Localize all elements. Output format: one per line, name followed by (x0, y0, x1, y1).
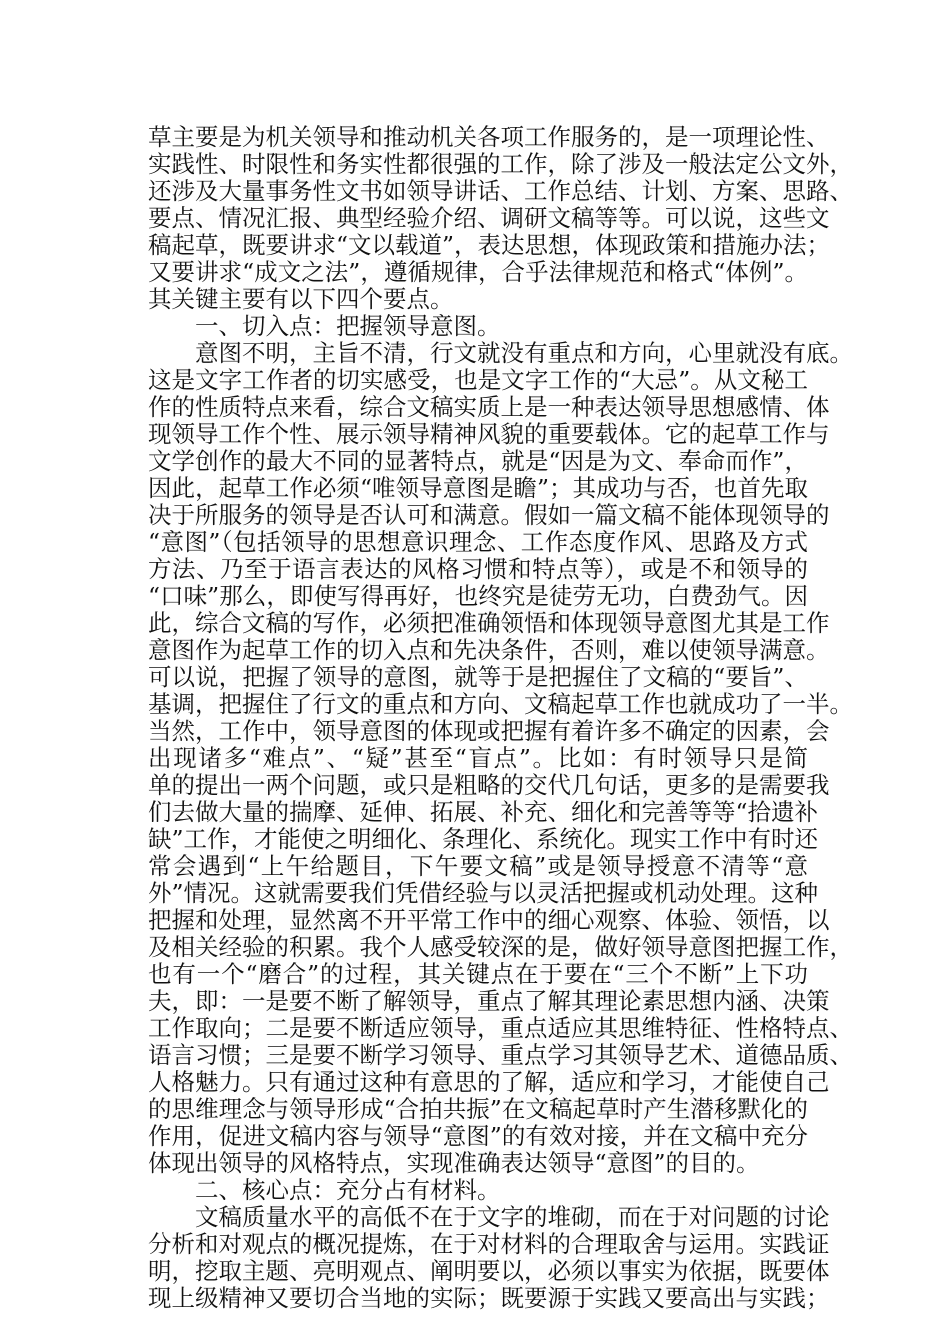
section-heading: 一、切入点：把握领导意图。 (195, 312, 501, 340)
text-line: 作的性质特点来看，综合文稿实质上是一种表达领导思想感情、体 (148, 393, 830, 421)
text-line: 工作取向；二是要不断适应领导，重点适应其思维特征、性格特点、 (148, 1014, 853, 1042)
text-line: 草主要是为机关领导和推动机关各项工作服务的，是一项理论性、 (148, 123, 830, 151)
text-line: 作用，促进文稿内容与领导“意图”的有效对接，并在文稿中充分 (148, 1122, 808, 1150)
text-line: 意图作为起草工作的切入点和先决条件，否则，难以使领导满意。 (148, 636, 830, 664)
text-line: 的思维理念与领导形成“合拍共振”在文稿起草时产生潜移默化的 (148, 1095, 808, 1123)
text-line: 此，综合文稿的写作，必须把准确领悟和体现领导意图尤其是工作 (148, 609, 830, 637)
text-line: 意图不明，主旨不清，行文就没有重点和方向，心里就没有底。 (195, 339, 853, 367)
text-line: 可以说，把握了领导的意图，就等于是把握住了文稿的“要旨”、 (148, 663, 808, 691)
text-line: 方法、乃至于语言表达的风格习惯和特点等），或是不和领导的 (148, 555, 808, 583)
text-line: 也有一个“磨合”的过程，其关键点在于要在“三个不断”上下功 (148, 960, 808, 988)
text-line: 分析和对观点的概况提炼，在于对材料的合理取舍与运用。实践证 (148, 1230, 830, 1258)
text-line: 因此，起草工作必须“唯领导意图是瞻”；其成功与否，也首先取 (148, 474, 808, 502)
text-line: 基调，把握住了行文的重点和方向、文稿起草工作也就成功了一半。 (148, 690, 853, 718)
text-line: 外”情况。这就需要我们凭借经验与以灵活把握或机动处理。这种 (148, 879, 819, 907)
text-line: 及相关经验的积累。我个人感受较深的是，做好领导意图把握工作， (148, 933, 853, 961)
text-line: 人格魅力。只有通过这种有意思的了解，适应和学习，才能使自己 (148, 1068, 830, 1096)
text-line: 决于所服务的领导是否认可和满意。假如一篇文稿不能体现领导的 (148, 501, 830, 529)
text-line: 其关键主要有以下四个要点。 (148, 285, 454, 313)
text-line: 文稿质量水平的高低不在于文字的堆砌，而在于对问题的讨论 (195, 1203, 830, 1231)
text-line: 们去做大量的揣摩、延伸、拓展、补充、细化和完善等等“拾遗补 (148, 798, 819, 826)
section-heading: 二、核心点：充分占有材料。 (195, 1176, 501, 1204)
text-line: 又要讲求“成文之法”，遵循规律，合乎法律规范和格式“体例”。 (148, 258, 808, 286)
text-line: 当然，工作中，领导意图的体现或把握有着许多不确定的因素，会 (148, 717, 830, 745)
text-line: 实践性、时限性和务实性都很强的工作，除了涉及一般法定公文外， (148, 150, 853, 178)
text-line: 单的提出一两个问题，或只是粗略的交代几句话，更多的是需要我 (148, 771, 830, 799)
text-line: 常会遇到“上午给题目，下午要文稿”或是领导授意不清等“意 (148, 852, 808, 880)
text-line: 文学创作的最大不同的显著特点，就是“因是为文、奉命而作”， (148, 447, 808, 475)
text-line: 现上级精神又要切合当地的实际；既要源于实践又要高出与实践； (148, 1284, 830, 1312)
text-line: 体现出领导的风格特点，实现准确表达领导“意图”的目的。 (148, 1149, 760, 1177)
text-line: 出现诸多“难点”、“疑”甚至“盲点”。比如：有时领导只是简 (148, 744, 808, 772)
text-line: 要点、情况汇报、典型经验介绍、调研文稿等等。可以说，这些文 (148, 204, 830, 232)
text-line: 现领导工作个性、展示领导精神风貌的重要载体。它的起草工作与 (148, 420, 830, 448)
document-page (148, 123, 853, 1312)
text-line: 明，挖取主题、亮明观点、阐明要以，必须以事实为依据，既要体 (148, 1257, 830, 1285)
text-line: 稿起草，既要讲求“文以载道”，表达思想，体现政策和措施办法； (148, 231, 831, 259)
text-line: 还涉及大量事务性文书如领导讲话、工作总结、计划、方案、思路、 (148, 177, 853, 205)
text-line: “意图”（包括领导的思想意识理念、工作态度作风、思路及方式 (148, 528, 808, 556)
text-line: 语言习惯；三是要不断学习领导、重点学习其领导艺术、道德品质、 (148, 1041, 853, 1069)
text-line: 这是文字工作者的切实感受，也是文字工作的“大忌”。从文秘工 (148, 366, 808, 394)
text-line: 缺”工作，才能使之明细化、条理化、系统化。现实工作中有时还 (148, 825, 819, 853)
text-line: 把握和处理，显然离不开平常工作中的细心观察、体验、领悟，以 (148, 906, 830, 934)
text-line: “口味”那么，即使写得再好，也终究是徒劳无功，白费劲气。因 (148, 582, 808, 610)
text-line: 夫，即：一是要不断了解领导，重点了解其理论素思想内涵、决策 (148, 987, 830, 1015)
